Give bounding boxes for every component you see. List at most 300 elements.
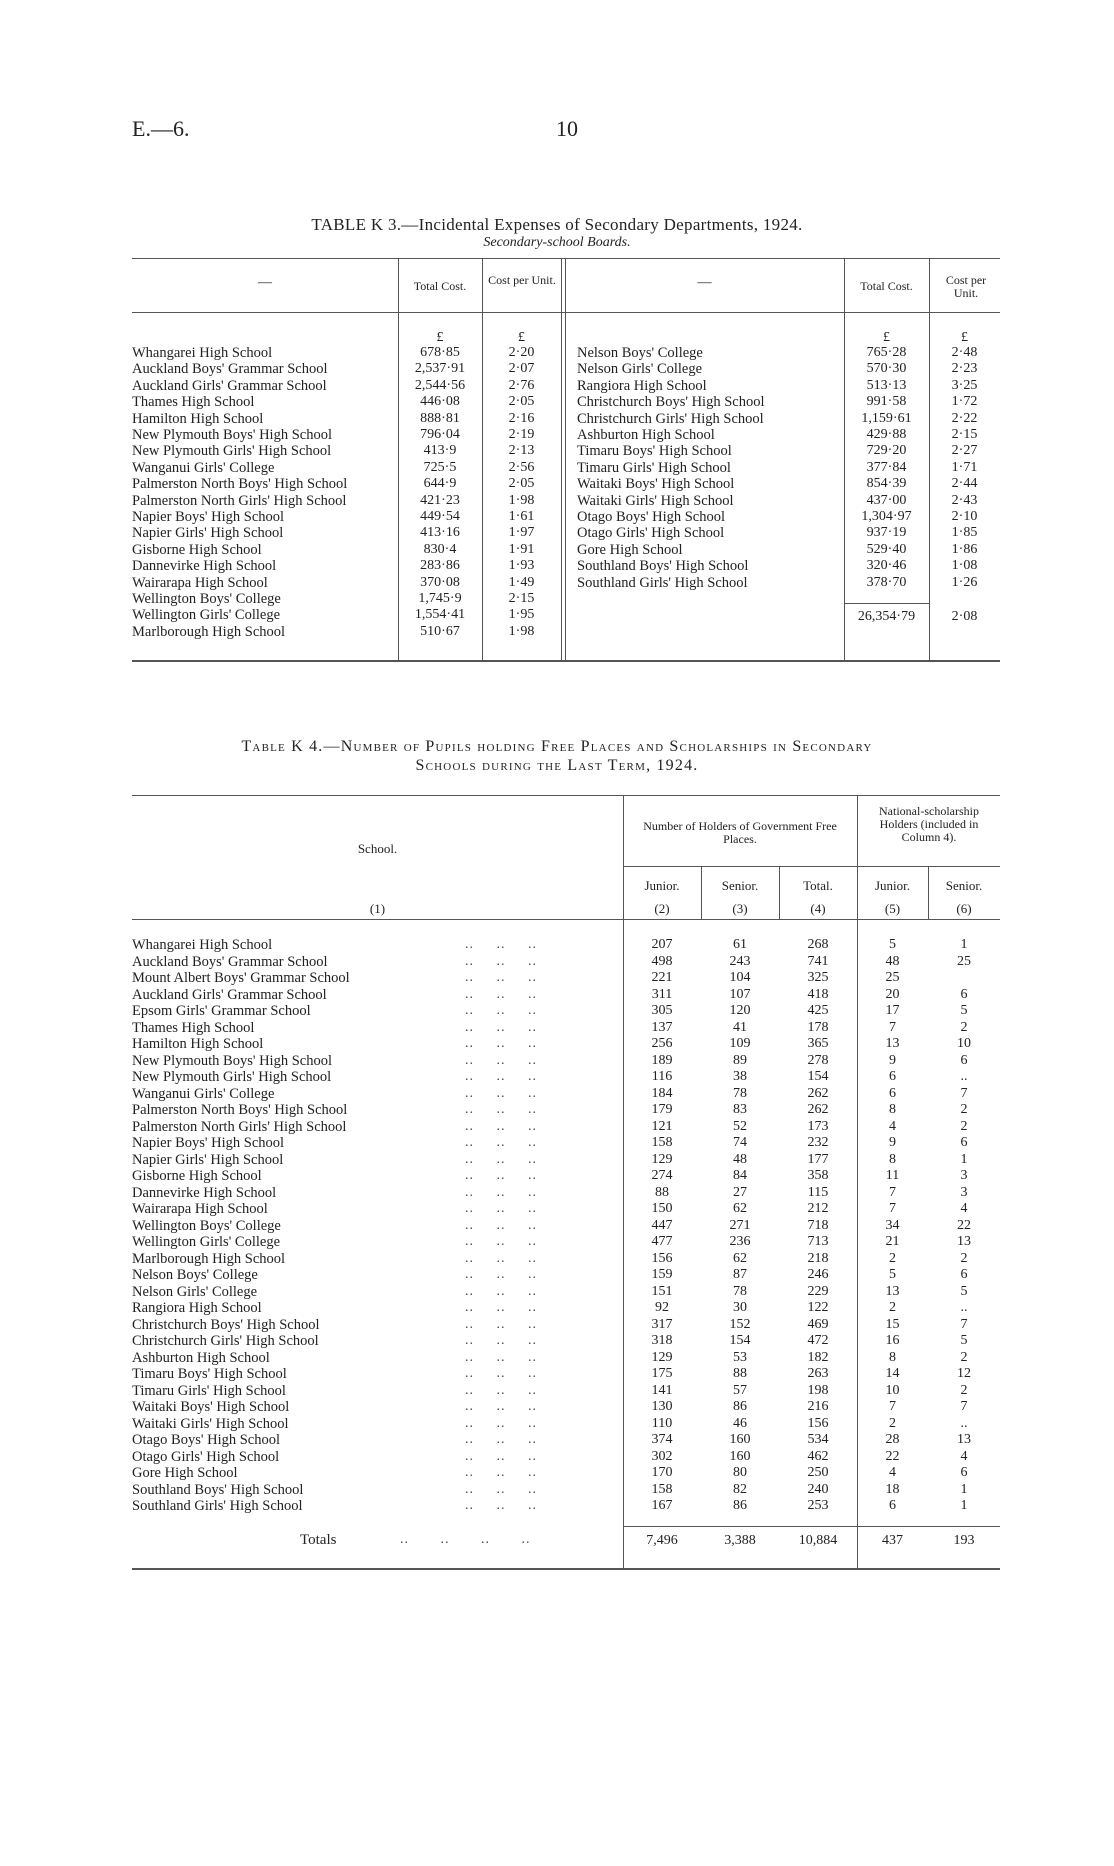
table-row-cost: 729·20: [866, 443, 907, 459]
table-row-col2: 158: [651, 1135, 673, 1150]
k4-nat-header: National-scholarship Holders (included in Column 4).: [879, 804, 979, 844]
table-row-col5: 18: [885, 1481, 900, 1497]
k3-right-unit-currency: £: [961, 330, 968, 345]
table-row-name: Auckland Boys' Grammar School: [132, 361, 328, 378]
table-row-col6: 6: [960, 1267, 968, 1282]
table-row-col3: 62: [733, 1201, 747, 1216]
table-row-unit: 2·19: [508, 427, 535, 442]
table-row-name: Dannevirke High School: [132, 558, 277, 575]
table-row-col6: 1: [960, 1498, 968, 1513]
table-row-col6: ..: [960, 1069, 968, 1084]
table-row-name: Dannevirke High School: [132, 1184, 277, 1201]
table-row-col5: 22: [885, 1448, 900, 1464]
table-row-col2: 159: [651, 1267, 673, 1282]
table-row-leader: .. .. ..: [465, 1201, 537, 1216]
table-row-col3: 61: [733, 937, 747, 952]
table-row-unit: 1·93: [508, 558, 535, 574]
table-row-col6: 5: [960, 1333, 968, 1348]
table-row-unit: 1·85: [951, 525, 978, 541]
table-row-col3: 120: [729, 1003, 751, 1018]
table-row-col4: 232: [807, 1135, 829, 1150]
table-row-col4: 198: [807, 1382, 829, 1398]
table-row-col6: 13: [957, 1432, 971, 1447]
table-row-col3: 109: [729, 1036, 751, 1051]
table-row-cost: 449·54: [420, 509, 460, 524]
table-row-unit: 2·23: [951, 361, 978, 377]
table-row-col5: 10: [885, 1382, 900, 1398]
table-row-name: Auckland Girls' Grammar School: [132, 986, 327, 1003]
table-row-unit: 2·13: [508, 443, 535, 459]
table-row-col3: 160: [729, 1432, 751, 1447]
table-row-col5: 16: [885, 1333, 900, 1348]
k4-total-nat-junior: 437: [882, 1533, 903, 1548]
table-row-name: Waitaki Girls' High School: [132, 1415, 289, 1432]
table-row-col3: 243: [729, 953, 751, 969]
table-row-name: Rangiora High School: [577, 377, 707, 394]
table-row-name: New Plymouth Girls' High School: [132, 1069, 332, 1085]
table-k4-title-line1: Table K 4.—Number of Pupils holding Free Places and Scholarships in Secondary: [241, 738, 873, 755]
table-row-col4: 182: [807, 1349, 829, 1365]
table-row-name: Thames High School: [132, 394, 255, 411]
k4-gov-header: Number of Holders of Government Free Places.: [643, 819, 837, 846]
k3-left-total-header: Total Cost.: [413, 279, 467, 293]
table-row-unit: 2·16: [508, 410, 535, 426]
table-row-col3: 152: [729, 1316, 751, 1332]
table-row-unit: 1·97: [508, 525, 535, 541]
table-row-name: Christchurch Boys' High School: [577, 394, 765, 411]
table-row-col4: 156: [807, 1415, 829, 1431]
table-row-cost: 888·81: [420, 410, 460, 426]
table-row-cost: 2,537·91: [414, 361, 466, 377]
table-row-cost: 421·23: [420, 492, 460, 508]
table-row-name: Ashburton High School: [132, 1349, 270, 1366]
table-row-name: Gore High School: [132, 1465, 238, 1481]
table-row-name: Whangarei High School: [132, 937, 273, 953]
table-row-leader: .. .. ..: [465, 1415, 537, 1431]
table-row-col4: 115: [807, 1184, 829, 1200]
table-row-cost: 529·40: [866, 541, 907, 557]
table-row-leader: .. .. ..: [465, 1019, 537, 1035]
table-row-unit: 2·15: [508, 591, 535, 606]
table-row-col6: 4: [960, 1448, 968, 1464]
table-row-col2: 151: [651, 1283, 673, 1299]
table-row-leader: .. .. ..: [465, 1267, 537, 1282]
k3-right-total-header: Total Cost.: [860, 279, 913, 293]
k4-col-4: (4): [810, 901, 826, 916]
table-row-col2: 311: [651, 986, 673, 1002]
k4-col-1: (1): [369, 901, 386, 916]
table-row-leader: .. .. ..: [465, 1432, 537, 1447]
table-row-col4: 462: [807, 1448, 829, 1464]
table-row-unit: 2·07: [508, 361, 535, 377]
table-row-name: New Plymouth Boys' High School: [132, 427, 332, 443]
table-row-col4: 325: [807, 970, 829, 985]
table-row-col2: 374: [651, 1432, 673, 1447]
table-row-col6: 2: [960, 1349, 968, 1365]
table-row-col2: 170: [651, 1465, 673, 1480]
table-row-unit: 1·49: [508, 574, 535, 590]
table-row-col6: ..: [960, 1415, 968, 1431]
table-row-col6: 6: [960, 1465, 968, 1480]
table-row-leader: .. .. ..: [465, 937, 537, 952]
table-row-name: Southland Girls' High School: [132, 1498, 303, 1514]
table-row-unit: 2·10: [951, 509, 978, 524]
k3-left-unit-currency: £: [518, 330, 525, 345]
table-row-col2: 92: [655, 1300, 669, 1315]
table-row-col5: 9: [889, 1135, 896, 1150]
table-row-cost: 2,544·56: [414, 377, 466, 393]
table-row-col2: 207: [651, 937, 673, 952]
table-row-col5: 7: [889, 1201, 896, 1216]
k4-gov-total-header: Total.: [803, 878, 833, 893]
table-row-cost: 937·19: [866, 525, 907, 541]
table-row-name: Napier Girls' High School: [132, 525, 284, 542]
table-row-name: Wellington Boys' College: [132, 591, 281, 607]
table-row-unit: 1·61: [508, 509, 535, 524]
k3-left-school-header: —: [258, 275, 272, 290]
table-row-col3: 38: [733, 1069, 747, 1084]
table-row-name: Palmerston North Girls' High School: [132, 1118, 347, 1135]
table-row-col6: 5: [960, 1003, 968, 1018]
table-row-col6: 1: [960, 937, 968, 952]
table-row-cost: 446·08: [420, 394, 460, 410]
table-row-col4: 741: [807, 953, 829, 969]
table-row-unit: 3·25: [951, 377, 978, 393]
table-row-col5: 34: [885, 1217, 900, 1233]
table-row-name: Wanganui Girls' College: [132, 1085, 275, 1102]
table-row-col2: 498: [651, 953, 673, 969]
table-row-col2: 447: [651, 1217, 673, 1233]
table-row-leader: .. .. ..: [465, 1118, 537, 1134]
table-row-name: Marlborough High School: [132, 1250, 286, 1267]
table-row-leader: .. .. ..: [465, 1102, 537, 1117]
table-row-col2: 256: [651, 1036, 673, 1051]
table-row-col3: 88: [733, 1366, 747, 1381]
table-row-col6: 2: [960, 1102, 968, 1117]
table-row-name: Napier Girls' High School: [132, 1151, 284, 1168]
table-row-col3: 53: [733, 1349, 747, 1365]
table-row-cost: 570·30: [866, 361, 907, 377]
table-row-cost: 320·46: [866, 558, 907, 574]
k3-right-unit-header: Cost per Unit.: [945, 273, 987, 300]
table-row-name: Southland Girls' High School: [577, 574, 748, 591]
table-row-name: Auckland Boys' Grammar School: [132, 953, 328, 970]
table-row-cost: 370·08: [420, 574, 460, 590]
table-row-col3: 82: [733, 1481, 747, 1497]
table-row-leader: .. .. ..: [465, 1399, 537, 1414]
table-row-col3: 86: [733, 1399, 747, 1414]
table-row-col4: 262: [807, 1102, 829, 1117]
page-code: E.—6.: [132, 116, 190, 141]
k4-col-6: (6): [956, 901, 972, 916]
table-row-name: Waitaki Boys' High School: [577, 476, 735, 493]
table-row-col6: 2: [960, 1382, 968, 1398]
table-row-col6: 1: [960, 1151, 968, 1167]
table-row-col6: 3: [960, 1184, 968, 1200]
table-row-leader: .. .. ..: [465, 1234, 537, 1249]
k3-total-cost: 26,354·79: [857, 609, 916, 624]
table-row-unit: 2·15: [951, 427, 978, 442]
table-row-col5: 7: [889, 1399, 896, 1414]
table-row-leader: .. .. ..: [465, 1003, 537, 1018]
table-row-col5: 48: [885, 953, 900, 969]
table-row-col3: 87: [733, 1267, 747, 1282]
table-row-cost: 1,159·61: [861, 410, 912, 426]
table-row-unit: 2·20: [508, 345, 535, 360]
table-row-leader: .. .. ..: [465, 1135, 537, 1150]
table-row-col5: 15: [885, 1316, 900, 1332]
table-row-unit: 2·76: [508, 377, 535, 393]
table-row-cost: 796·04: [420, 427, 460, 442]
table-row-col5: 5: [889, 937, 896, 952]
table-row-col4: 358: [807, 1168, 829, 1183]
table-row-col2: 88: [655, 1184, 669, 1200]
table-row-cost: 765·28: [866, 345, 907, 360]
table-row-col5: 7: [889, 1184, 896, 1200]
page-number: 10: [556, 116, 578, 141]
table-row-name: Southland Boys' High School: [132, 1481, 304, 1498]
k3-right-school-header: —: [697, 275, 712, 290]
table-row-leader: .. .. ..: [465, 970, 537, 985]
table-row-col5: 6: [889, 1085, 896, 1101]
table-row-name: Wairarapa High School: [132, 1201, 268, 1217]
table-row-col4: 268: [807, 937, 829, 952]
table-row-unit: 1·26: [951, 574, 978, 590]
table-row-col4: 218: [807, 1250, 829, 1266]
table-k4-title-line2: Schools during the Last Term, 1924.: [415, 757, 699, 774]
table-row-col3: 52: [733, 1118, 747, 1134]
table-row-col6: 22: [957, 1217, 971, 1233]
table-row-name: Waitaki Girls' High School: [577, 492, 734, 509]
table-row-col2: 189: [651, 1052, 673, 1068]
table-row-col3: 271: [729, 1217, 751, 1233]
table-row-cost: 830·4: [423, 541, 457, 557]
k4-totals-label: Totals: [300, 1532, 337, 1548]
table-row-cost: 437·00: [866, 492, 907, 508]
table-row-leader: .. .. ..: [465, 1052, 537, 1068]
table-row-cost: 377·84: [866, 459, 907, 475]
table-row-cost: 413·9: [423, 443, 457, 459]
table-row-col2: 318: [651, 1333, 673, 1348]
table-row-leader: .. .. ..: [465, 1085, 537, 1101]
table-row-col2: 317: [651, 1316, 673, 1332]
table-row-col2: 110: [651, 1415, 673, 1431]
table-row-name: Wairarapa High School: [132, 574, 268, 591]
table-row-col5: 13: [885, 1036, 900, 1051]
table-row-col5: 5: [889, 1267, 896, 1282]
table-row-col6: 2: [960, 1118, 968, 1134]
table-row-col2: 129: [651, 1349, 673, 1365]
table-row-col5: 2: [889, 1415, 896, 1431]
table-k3-subtitle: Secondary-school Boards.: [483, 235, 631, 250]
table-row-cost: 725·5: [423, 459, 457, 475]
k4-col-3: (3): [732, 901, 748, 916]
table-row-col4: 713: [807, 1234, 829, 1249]
table-row-leader: .. .. ..: [465, 1069, 537, 1084]
table-row-col2: 274: [651, 1168, 673, 1183]
table-row-col6: 2: [960, 1019, 968, 1035]
table-row-name: Nelson Boys' College: [577, 345, 703, 361]
table-row-unit: 1·71: [951, 459, 978, 475]
table-row-unit: 1·98: [508, 623, 535, 639]
table-row-name: Thames High School: [132, 1019, 255, 1036]
table-row-col3: 84: [733, 1168, 747, 1183]
table-row-cost: 513·13: [866, 377, 907, 393]
table-row-unit: 1·86: [951, 541, 978, 557]
table-row-col4: 469: [807, 1316, 829, 1332]
table-row-col2: 150: [651, 1201, 673, 1216]
table-row-col6: 1: [960, 1481, 968, 1497]
table-row-name: Otago Girls' High School: [132, 1448, 280, 1465]
k4-nat-junior-header: Junior.: [874, 878, 911, 893]
table-row-col3: 78: [733, 1085, 747, 1101]
k4-total-senior: 3,388: [724, 1533, 756, 1548]
table-row-col3: 62: [733, 1250, 747, 1266]
table-row-leader: .. .. ..: [465, 953, 537, 969]
table-row-cost: 1,304·97: [861, 509, 912, 524]
table-row-leader: .. .. ..: [465, 1366, 537, 1381]
table-row-col2: 137: [651, 1019, 673, 1035]
table-row-leader: .. .. ..: [465, 1349, 537, 1365]
table-row-col5: 8: [889, 1151, 896, 1167]
table-row-col6: 13: [957, 1234, 971, 1249]
table-row-cost: 1,745·9: [418, 591, 462, 606]
table-row-unit: 2·22: [951, 410, 978, 426]
table-row-leader: .. .. ..: [465, 1300, 537, 1315]
table-row-col4: 122: [807, 1300, 829, 1315]
table-row-name: New Plymouth Girls' High School: [132, 443, 332, 460]
table-row-leader: .. .. ..: [465, 1498, 537, 1513]
table-row-leader: .. .. ..: [465, 1465, 537, 1480]
table-row-col4: 216: [807, 1399, 829, 1414]
table-row-col3: 104: [729, 970, 751, 985]
table-row-col6: 3: [960, 1168, 968, 1183]
table-row-col6: 7: [960, 1085, 968, 1101]
table-row-name: Rangiora High School: [132, 1300, 262, 1316]
table-row-col2: 129: [651, 1151, 673, 1167]
table-row-col2: 175: [651, 1366, 673, 1381]
table-row-col5: 11: [885, 1168, 900, 1183]
table-row-name: Auckland Girls' Grammar School: [132, 377, 327, 394]
table-row-unit: 1·08: [951, 558, 978, 574]
table-row-col4: 718: [807, 1217, 829, 1233]
table-row-unit: 2·05: [508, 476, 535, 492]
table-row-col4: 472: [807, 1333, 829, 1348]
k4-totals-leader: .. .. .. ..: [400, 1532, 531, 1547]
k3-right-currency: £: [883, 330, 890, 345]
table-row-unit: 1·95: [508, 607, 535, 623]
table-row-leader: .. .. ..: [465, 1316, 537, 1332]
k4-nat-senior-header: Senior.: [945, 878, 983, 893]
table-row-col4: 177: [807, 1151, 829, 1167]
table-row-unit: 1·98: [508, 492, 535, 508]
table-row-unit: 2·27: [951, 443, 978, 459]
table-row-leader: .. .. ..: [465, 1168, 537, 1183]
table-row-name: Gisborne High School: [132, 541, 262, 558]
table-row-col4: 229: [807, 1283, 829, 1299]
table-row-col4: 246: [807, 1267, 829, 1282]
table-row-name: Napier Boys' High School: [132, 509, 285, 525]
table-row-cost: 678·85: [420, 345, 460, 360]
table-row-name: Palmerston North Boys' High School: [132, 476, 348, 493]
table-row-leader: .. .. ..: [465, 1250, 537, 1266]
table-row-col5: 25: [885, 970, 900, 985]
table-row-col2: 302: [651, 1448, 673, 1464]
table-row-col3: 80: [733, 1465, 747, 1480]
k3-left-currency: £: [436, 330, 444, 345]
table-row-col3: 89: [733, 1052, 747, 1068]
table-row-col3: 78: [733, 1283, 747, 1299]
table-row-name: Timaru Boys' High School: [132, 1366, 287, 1382]
table-row-name: Wellington Boys' College: [132, 1217, 281, 1234]
table-row-name: Southland Boys' High School: [577, 558, 749, 575]
table-row-col2: 158: [651, 1481, 673, 1497]
table-row-name: Wellington Girls' College: [132, 1234, 281, 1250]
table-row-col2: 156: [651, 1250, 673, 1266]
table-row-col5: 20: [885, 986, 900, 1002]
table-row-cost: 854·39: [866, 476, 907, 492]
table-row-col6: ..: [960, 1300, 968, 1315]
table-row-name: Hamilton High School: [132, 410, 264, 427]
table-row-name: Napier Boys' High School: [132, 1135, 285, 1151]
table-row-name: Wanganui Girls' College: [132, 459, 275, 476]
table-row-col3: 74: [733, 1135, 747, 1150]
table-row-col4: 178: [807, 1019, 829, 1035]
table-row-col4: 418: [807, 986, 829, 1002]
table-row-name: Nelson Girls' College: [132, 1283, 258, 1300]
table-row-col4: 278: [807, 1052, 829, 1068]
table-row-col6: 2: [960, 1250, 968, 1266]
k4-school-header: School.: [357, 841, 398, 856]
table-row-col3: 160: [729, 1448, 751, 1464]
table-row-name: Timaru Girls' High School: [132, 1382, 286, 1399]
table-row-col6: 5: [960, 1283, 968, 1299]
table-row-leader: .. .. ..: [465, 1283, 537, 1299]
table-k3-title: TABLE K 3.—Incidental Expenses of Secondary Departments, 1924.: [311, 215, 803, 234]
table-row-col3: 83: [733, 1102, 747, 1117]
table-row-name: Gore High School: [577, 541, 683, 558]
table-row-name: Christchurch Girls' High School: [577, 410, 764, 427]
table-row-name: Mount Albert Boys' Grammar School: [132, 970, 350, 986]
table-row-cost: 429·88: [866, 427, 907, 442]
table-row-leader: .. .. ..: [465, 1481, 537, 1497]
table-row-col2: 179: [651, 1102, 673, 1117]
table-row-name: Nelson Boys' College: [132, 1267, 258, 1283]
k4-col-5: (5): [884, 901, 901, 916]
table-row-col3: 41: [733, 1019, 747, 1035]
table-row-name: Gisborne High School: [132, 1168, 262, 1184]
table-row-cost: 378·70: [866, 574, 907, 590]
table-row-col6: 7: [960, 1399, 968, 1414]
table-row-col6: 12: [957, 1366, 971, 1381]
table-row-col2: 167: [651, 1498, 673, 1513]
table-row-cost: 1,554·41: [414, 607, 466, 623]
table-row-leader: .. .. ..: [465, 1382, 537, 1398]
table-row-name: Otago Girls' High School: [577, 525, 725, 542]
table-row-col4: 240: [807, 1481, 829, 1497]
table-row-col3: 154: [729, 1333, 751, 1348]
table-row-leader: .. .. ..: [465, 1217, 537, 1233]
table-row-name: Hamilton High School: [132, 1036, 264, 1052]
table-row-name: Epsom Girls' Grammar School: [132, 1003, 311, 1019]
table-row-col4: 365: [807, 1036, 829, 1051]
table-row-unit: 1·72: [951, 394, 978, 410]
table-row-col3: 236: [729, 1234, 751, 1249]
k3-left-unit-header: Cost per Unit.: [488, 273, 556, 287]
table-row-col6: 4: [960, 1201, 968, 1216]
table-row-col3: 48: [733, 1151, 747, 1167]
table-row-name: Whangarei High School: [132, 345, 273, 361]
